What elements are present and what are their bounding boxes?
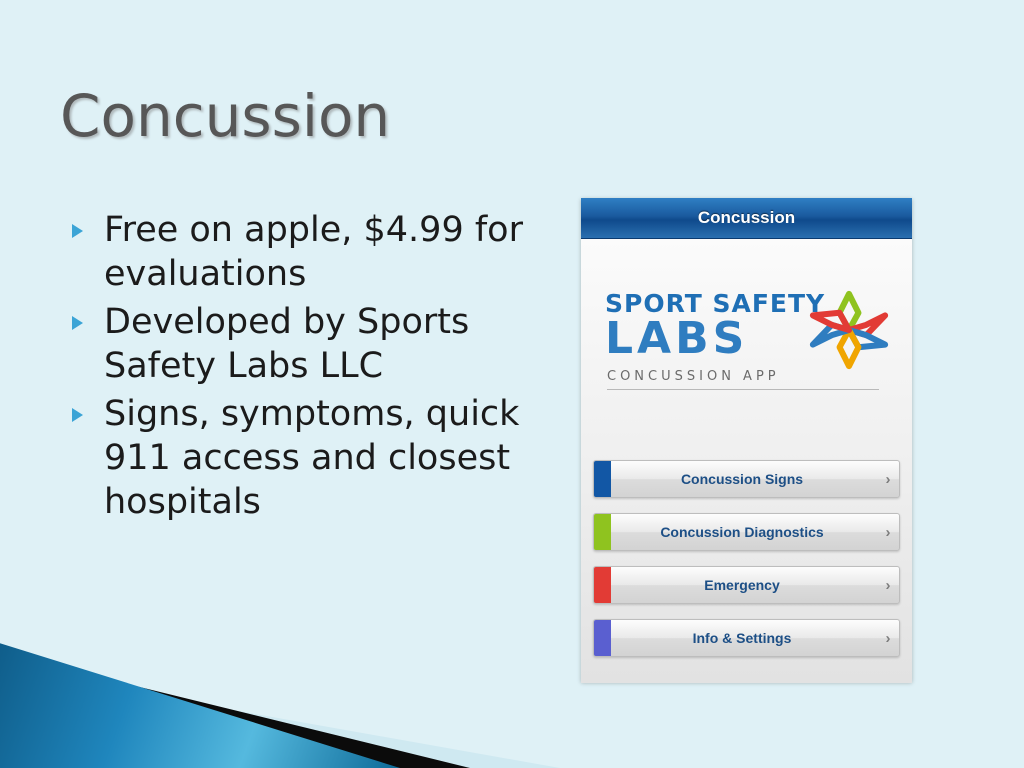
page-title: Concussion xyxy=(60,82,391,150)
logo-subtitle: CONCUSSION APP xyxy=(607,369,879,390)
menu-item-info-settings[interactable] xyxy=(593,619,900,657)
app-screenshot xyxy=(581,198,912,682)
corner-decoration xyxy=(0,608,560,768)
bullet-arrow-icon xyxy=(72,316,83,330)
app-title: Concussion xyxy=(697,208,796,227)
logo-line-2: LABS xyxy=(605,313,749,364)
bullet-arrow-icon xyxy=(72,224,83,238)
corner-black-band xyxy=(0,608,470,768)
app-logo xyxy=(593,239,900,424)
bullet-arrow-icon xyxy=(72,408,83,422)
menu-item-concussion-diagnostics[interactable] xyxy=(593,513,900,551)
menu-color-swatch xyxy=(594,567,611,603)
chevron-right-icon: › xyxy=(885,523,891,541)
list-item-text: Developed by Sports Safety Labs LLC xyxy=(104,302,470,386)
chevron-right-icon: › xyxy=(885,470,891,488)
list-item xyxy=(62,208,532,296)
menu-item-concussion-signs[interactable] xyxy=(593,460,900,498)
app-titlebar xyxy=(581,198,912,239)
list-item xyxy=(62,392,532,524)
list-item-text: Free on apple, $4.99 for evaluations xyxy=(104,210,523,294)
list-item xyxy=(62,300,532,388)
bullet-list xyxy=(62,208,532,528)
app-menu xyxy=(593,460,900,657)
menu-color-swatch xyxy=(594,620,611,656)
logo-line-1: SPORT SAFETY xyxy=(605,289,826,318)
corner-blue-band xyxy=(0,608,400,768)
menu-item-emergency[interactable] xyxy=(593,566,900,604)
list-item-text: Signs, symptoms, quick 911 access and closest hospitals xyxy=(104,394,520,522)
corner-light-band xyxy=(0,608,560,768)
menu-color-swatch xyxy=(594,514,611,550)
menu-item-label: Info & Settings xyxy=(692,630,792,646)
menu-color-swatch xyxy=(594,461,611,497)
chevron-right-icon: › xyxy=(885,629,891,647)
menu-item-label: Concussion Diagnostics xyxy=(660,524,824,540)
app-body xyxy=(581,239,912,683)
menu-item-label: Concussion Signs xyxy=(680,471,804,487)
menu-item-label: Emergency xyxy=(704,577,780,593)
medical-star-icon xyxy=(806,287,892,373)
chevron-right-icon: › xyxy=(885,576,891,594)
